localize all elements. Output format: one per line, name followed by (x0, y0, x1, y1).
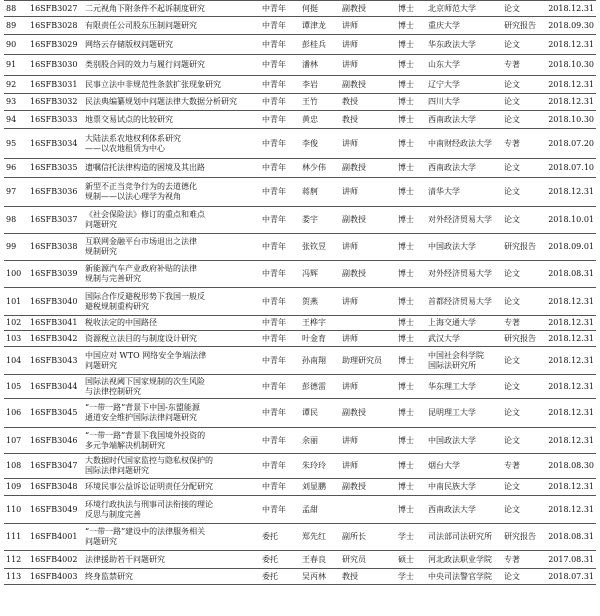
degree-cell: 博士 (396, 76, 426, 94)
degree-cell: 博士 (396, 234, 426, 261)
result-type-cell: 研究报告 (502, 17, 546, 35)
title-rank-cell: 讲师 (340, 17, 396, 35)
result-type-cell: 论文 (502, 375, 546, 399)
project-title-cell: 遗嘱信托法律构造的困境及其出路 (83, 159, 260, 178)
due-date-cell: 2018.12.31 (546, 479, 596, 496)
table-row (4, 331, 596, 347)
institution-cell: 对外经济贸易大学 (426, 261, 502, 288)
leader-name-cell: 潘林 (300, 55, 340, 76)
project-title-cell: 民事立法中非规范性条款扩张现象研究 (83, 76, 260, 94)
category-cell: 中青年 (260, 288, 300, 316)
project-title-cell: 终身监禁研究 (83, 569, 260, 585)
project-id-cell: 16SFB3037 (28, 207, 83, 234)
result-type-cell: 论文 (502, 111, 546, 129)
degree-cell: 博士 (396, 207, 426, 234)
due-date-cell: 2018.08.31 (546, 261, 596, 288)
category-cell: 中青年 (260, 331, 300, 347)
leader-name-cell: 谭津龙 (300, 17, 340, 35)
table-row (4, 569, 596, 585)
table-row (4, 234, 596, 261)
degree-cell: 学士 (396, 569, 426, 585)
row-number-cell: 89 (4, 17, 28, 35)
project-id-cell: 16SFB3036 (28, 178, 83, 207)
row-number-cell: 90 (4, 35, 28, 55)
project-id-cell: 16SFB4002 (28, 551, 83, 569)
result-type-cell: 专著 (502, 129, 546, 159)
leader-name-cell: 叶金育 (300, 331, 340, 347)
due-date-cell: 2018.12.31 (546, 76, 596, 94)
row-number-cell: 98 (4, 207, 28, 234)
project-title-cell: 环境民事公益诉讼证明责任分配研究 (83, 479, 260, 496)
category-cell: 中青年 (260, 55, 300, 76)
row-number-cell: 88 (4, 1, 28, 17)
title-rank-cell: 教授 (340, 569, 396, 585)
due-date-cell: 2018.12.31 (546, 496, 596, 524)
category-cell: 中青年 (260, 261, 300, 288)
category-cell: 中青年 (260, 94, 300, 111)
due-date-cell: 2018.09.01 (546, 234, 596, 261)
project-id-cell: 16SFB3047 (28, 454, 83, 479)
result-type-cell: 研究报告 (502, 524, 546, 551)
row-number-cell: 113 (4, 569, 28, 585)
row-number-cell: 112 (4, 551, 28, 569)
institution-cell: 首都经济贸易大学 (426, 288, 502, 316)
project-title-cell: 国际合作反避税形势下我国一般反 避税规制重构研究 (83, 288, 260, 316)
leader-name-cell: 张钦昱 (300, 234, 340, 261)
due-date-cell: 2018.09.30 (546, 17, 596, 35)
row-number-cell: 102 (4, 316, 28, 331)
row-number-cell: 91 (4, 55, 28, 76)
project-title-cell: 互联网金融平台市场退出之法律 规制研究 (83, 234, 260, 261)
due-date-cell: 2018.12.31 (546, 375, 596, 399)
table-row (4, 178, 596, 207)
leader-name-cell: 刘显鹏 (300, 479, 340, 496)
degree-cell: 博士 (396, 331, 426, 347)
due-date-cell: 2018.10.01 (546, 207, 596, 234)
table-row (4, 375, 596, 399)
category-cell: 委托 (260, 524, 300, 551)
due-date-cell: 2017.08.31 (546, 551, 596, 569)
result-type-cell: 论文 (502, 261, 546, 288)
title-rank-cell (340, 496, 396, 524)
table-row (4, 496, 596, 524)
category-cell: 中青年 (260, 111, 300, 129)
project-title-cell: 法律援助若干问题研究 (83, 551, 260, 569)
due-date-cell: 2018.12.31 (546, 331, 596, 347)
title-rank-cell: 研究员 (340, 551, 396, 569)
institution-cell: 中南民族大学 (426, 479, 502, 496)
degree-cell: 博士 (396, 454, 426, 479)
category-cell: 中青年 (260, 129, 300, 159)
title-rank-cell: 讲师 (340, 454, 396, 479)
due-date-cell: 2018.12.31 (546, 1, 596, 17)
project-id-cell: 16SFB4001 (28, 524, 83, 551)
institution-cell: 西南政法大学 (426, 496, 502, 524)
project-title-cell: 新能源汽车产业政府补贴的法律 规制与完善研究 (83, 261, 260, 288)
due-date-cell: 2018.12.31 (546, 399, 596, 428)
institution-cell: 对外经济贸易大学 (426, 207, 502, 234)
project-id-cell: 16SFB3044 (28, 375, 83, 399)
category-cell: 中青年 (260, 178, 300, 207)
result-type-cell: 论文 (502, 207, 546, 234)
title-rank-cell: 副教授 (340, 479, 396, 496)
leader-name-cell: 黄忠 (300, 111, 340, 129)
institution-cell: 上海交通大学 (426, 316, 502, 331)
row-number-cell: 104 (4, 347, 28, 375)
due-date-cell: 2018.12.31 (546, 288, 596, 316)
project-id-cell: 16SFB3029 (28, 35, 83, 55)
project-id-cell: 16SFB3035 (28, 159, 83, 178)
due-date-cell: 2018.12.31 (546, 178, 596, 207)
project-title-cell: “一带一路”背景下中国-东盟能源 通道安全维护国际法律问题研究 (83, 399, 260, 428)
leader-name-cell: 李俊 (300, 129, 340, 159)
project-title-cell: 中国应对 WTO 网络安全争端法律 问题研究 (83, 347, 260, 375)
due-date-cell: 2018.12.31 (546, 35, 596, 55)
degree-cell: 博士 (396, 261, 426, 288)
table-row (4, 129, 596, 159)
table-row (4, 17, 596, 35)
project-title-cell: 网络云存储版权问题研究 (83, 35, 260, 55)
category-cell: 中青年 (260, 479, 300, 496)
project-title-cell: 地票交易试点的比较研究 (83, 111, 260, 129)
table-row (4, 207, 596, 234)
project-id-cell: 16SFB3049 (28, 496, 83, 524)
institution-cell: 昆明理工大学 (426, 399, 502, 428)
title-rank-cell: 副教授 (340, 261, 396, 288)
project-title-cell: 《社会保险法》修订的重点和难点 问题研究 (83, 207, 260, 234)
leader-name-cell: 王桦宇 (300, 316, 340, 331)
project-title-cell: 大数据时代国家监控与隐私权保护的 国际法律问题研究 (83, 454, 260, 479)
leader-name-cell: 何挺 (300, 1, 340, 17)
result-type-cell: 专著 (502, 55, 546, 76)
project-title-cell: 二元视角下附条件不起诉制度研究 (83, 1, 260, 17)
project-table (4, 0, 596, 585)
project-id-cell: 16SFB3030 (28, 55, 83, 76)
leader-name-cell: 孙南翔 (300, 347, 340, 375)
row-number-cell: 108 (4, 454, 28, 479)
institution-cell: 山东大学 (426, 55, 502, 76)
result-type-cell: 论文 (502, 288, 546, 316)
row-number-cell: 97 (4, 178, 28, 207)
result-type-cell: 论文 (502, 347, 546, 375)
category-cell: 中青年 (260, 35, 300, 55)
institution-cell: 武汉大学 (426, 331, 502, 347)
title-rank-cell: 助理研究员 (340, 347, 396, 375)
row-number-cell: 109 (4, 479, 28, 496)
result-type-cell: 专著 (502, 551, 546, 569)
degree-cell: 博士 (396, 159, 426, 178)
row-number-cell: 99 (4, 234, 28, 261)
result-type-cell: 研究报告 (502, 234, 546, 261)
due-date-cell: 2018.12.31 (546, 428, 596, 454)
category-cell: 中青年 (260, 428, 300, 454)
leader-name-cell: 郑先红 (300, 524, 340, 551)
table-row (4, 76, 596, 94)
row-number-cell: 92 (4, 76, 28, 94)
table-row (4, 454, 596, 479)
title-rank-cell: 讲师 (340, 234, 396, 261)
project-id-cell: 16SFB3033 (28, 111, 83, 129)
due-date-cell: 2018.07.20 (546, 129, 596, 159)
project-id-cell: 16SFB3043 (28, 347, 83, 375)
title-rank-cell: 教授 (340, 111, 396, 129)
title-rank-cell: 讲师 (340, 428, 396, 454)
degree-cell: 博士 (396, 496, 426, 524)
leader-name-cell: 谭民 (300, 399, 340, 428)
project-title-cell: 国际法视阈下国家规制的次生风险 与法律控制研究 (83, 375, 260, 399)
title-rank-cell: 副教授 (340, 1, 396, 17)
institution-cell: 辽宁大学 (426, 76, 502, 94)
leader-name-cell: 蒋舸 (300, 178, 340, 207)
institution-cell: 重庆大学 (426, 17, 502, 35)
category-cell: 中青年 (260, 347, 300, 375)
degree-cell: 博士 (396, 288, 426, 316)
institution-cell: 西南政法大学 (426, 111, 502, 129)
due-date-cell: 2018.12.31 (546, 316, 596, 331)
title-rank-cell: 讲师 (340, 178, 396, 207)
row-number-cell: 103 (4, 331, 28, 347)
result-type-cell: 论文 (502, 1, 546, 17)
title-rank-cell: 讲师 (340, 375, 396, 399)
due-date-cell: 2018.08.30 (546, 454, 596, 479)
project-title-cell: “一带一路”背景下我国境外投资的 多元争端解决机制研究 (83, 428, 260, 454)
leader-name-cell: 林少伟 (300, 159, 340, 178)
row-number-cell: 95 (4, 129, 28, 159)
table-row (4, 479, 596, 496)
project-title-cell: 民法典编纂规划中问题法律大数据分析研究 (83, 94, 260, 111)
result-type-cell: 专著 (502, 316, 546, 331)
project-id-cell: 16SFB3027 (28, 1, 83, 17)
result-type-cell: 论文 (502, 35, 546, 55)
leader-name-cell: 王竹 (300, 94, 340, 111)
institution-cell: 河北政法职业学院 (426, 551, 502, 569)
institution-cell: 中国社会科学院 国际法研究所 (426, 347, 502, 375)
title-rank-cell: 讲师 (340, 55, 396, 76)
institution-cell: 华东理工大学 (426, 375, 502, 399)
degree-cell: 学士 (396, 524, 426, 551)
row-number-cell: 111 (4, 524, 28, 551)
title-rank-cell: 教授 (340, 94, 396, 111)
category-cell: 中青年 (260, 234, 300, 261)
project-id-cell: 16SFB3045 (28, 399, 83, 428)
project-id-cell: 16SFB3040 (28, 288, 83, 316)
project-id-cell: 16SFB3039 (28, 261, 83, 288)
degree-cell: 博士 (396, 55, 426, 76)
leader-name-cell: 孟甜 (300, 496, 340, 524)
project-id-cell: 16SFB3048 (28, 479, 83, 496)
result-type-cell: 论文 (502, 76, 546, 94)
degree-cell: 博士 (396, 94, 426, 111)
institution-cell: 中国政法大学 (426, 234, 502, 261)
result-type-cell: 研究报告 (502, 331, 546, 347)
table-row (4, 428, 596, 454)
project-table-container (4, 0, 596, 585)
due-date-cell: 2018.10.30 (546, 55, 596, 76)
title-rank-cell: 副所长 (340, 524, 396, 551)
title-rank-cell: 讲师 (340, 129, 396, 159)
title-rank-cell: 讲师 (340, 288, 396, 316)
leader-name-cell: 娄宇 (300, 207, 340, 234)
institution-cell: 烟台大学 (426, 454, 502, 479)
degree-cell: 博士 (396, 316, 426, 331)
institution-cell: 西南政法大学 (426, 159, 502, 178)
row-number-cell: 93 (4, 94, 28, 111)
title-rank-cell: 副教授 (340, 399, 396, 428)
degree-cell: 硕士 (396, 551, 426, 569)
project-id-cell: 16SFB4003 (28, 569, 83, 585)
title-rank-cell: 讲师 (340, 35, 396, 55)
result-type-cell: 专著 (502, 454, 546, 479)
due-date-cell: 2018.07.31 (546, 569, 596, 585)
project-title-cell: “一带一路”建设中的法律服务相关 问题研究 (83, 524, 260, 551)
category-cell: 中青年 (260, 17, 300, 35)
result-type-cell: 论文 (502, 569, 546, 585)
institution-cell: 司法部司法研究所 (426, 524, 502, 551)
due-date-cell: 2018.12.31 (546, 347, 596, 375)
degree-cell: 博士 (396, 17, 426, 35)
title-rank-cell: 讲师 (340, 331, 396, 347)
project-id-cell: 16SFB3031 (28, 76, 83, 94)
degree-cell: 博士 (396, 428, 426, 454)
title-rank-cell: 副教授 (340, 159, 396, 178)
project-title-cell: 新型不正当竞争行为的去道德化 规制——以法心理学为视角 (83, 178, 260, 207)
institution-cell: 华东政法大学 (426, 35, 502, 55)
result-type-cell: 论文 (502, 479, 546, 496)
degree-cell: 博士 (396, 479, 426, 496)
institution-cell: 中南财经政法大学 (426, 129, 502, 159)
leader-name-cell: 冯辉 (300, 261, 340, 288)
degree-cell: 博士 (396, 111, 426, 129)
table-row (4, 55, 596, 76)
category-cell: 委托 (260, 551, 300, 569)
category-cell: 中青年 (260, 454, 300, 479)
table-row (4, 94, 596, 111)
title-rank-cell (340, 316, 396, 331)
result-type-cell: 论文 (502, 94, 546, 111)
title-rank-cell: 副教授 (340, 207, 396, 234)
leader-name-cell: 王春良 (300, 551, 340, 569)
row-number-cell: 106 (4, 399, 28, 428)
table-row (4, 111, 596, 129)
category-cell: 委托 (260, 569, 300, 585)
row-number-cell: 101 (4, 288, 28, 316)
institution-cell: 北京师范大学 (426, 1, 502, 17)
category-cell: 中青年 (260, 159, 300, 178)
project-id-cell: 16SFB3038 (28, 234, 83, 261)
row-number-cell: 107 (4, 428, 28, 454)
leader-name-cell: 李岩 (300, 76, 340, 94)
project-title-cell: 类别股合同的效力与履行问题研究 (83, 55, 260, 76)
category-cell: 中青年 (260, 375, 300, 399)
table-row (4, 347, 596, 375)
institution-cell: 清华大学 (426, 178, 502, 207)
leader-name-cell: 余丽 (300, 428, 340, 454)
degree-cell: 博士 (396, 347, 426, 375)
due-date-cell: 2018.12.31 (546, 94, 596, 111)
category-cell: 中青年 (260, 316, 300, 331)
leader-name-cell: 彭桂兵 (300, 35, 340, 55)
institution-cell: 中国政法大学 (426, 428, 502, 454)
leader-name-cell: 朱玲玲 (300, 454, 340, 479)
due-date-cell: 2018.08.31 (546, 524, 596, 551)
leader-name-cell: 吴丙林 (300, 569, 340, 585)
project-title-cell: 税收法定的中国路径 (83, 316, 260, 331)
row-number-cell: 110 (4, 496, 28, 524)
table-body (4, 1, 596, 585)
result-type-cell: 论文 (502, 428, 546, 454)
project-id-cell: 16SFB3032 (28, 94, 83, 111)
table-row (4, 1, 596, 17)
table-row (4, 551, 596, 569)
category-cell: 中青年 (260, 76, 300, 94)
category-cell: 中青年 (260, 1, 300, 17)
table-row (4, 159, 596, 178)
due-date-cell: 2018.07.10 (546, 159, 596, 178)
degree-cell: 博士 (396, 129, 426, 159)
row-number-cell: 94 (4, 111, 28, 129)
project-title-cell: 大陆法系农地权利体系研究 ——以农地租赁为中心 (83, 129, 260, 159)
degree-cell: 博士 (396, 35, 426, 55)
result-type-cell: 论文 (502, 159, 546, 178)
category-cell: 中青年 (260, 207, 300, 234)
institution-cell: 四川大学 (426, 94, 502, 111)
title-rank-cell: 副教授 (340, 76, 396, 94)
table-row (4, 261, 596, 288)
project-title-cell: 资源税立法目的与制度设计研究 (83, 331, 260, 347)
table-row (4, 35, 596, 55)
category-cell: 中青年 (260, 496, 300, 524)
table-row (4, 288, 596, 316)
table-row (4, 316, 596, 331)
project-id-cell: 16SFB3028 (28, 17, 83, 35)
project-id-cell: 16SFB3041 (28, 316, 83, 331)
institution-cell: 中央司法警官学院 (426, 569, 502, 585)
result-type-cell: 论文 (502, 178, 546, 207)
degree-cell: 博士 (396, 399, 426, 428)
degree-cell: 博士 (396, 375, 426, 399)
leader-name-cell: 贺燕 (300, 288, 340, 316)
project-id-cell: 16SFB3034 (28, 129, 83, 159)
project-id-cell: 16SFB3042 (28, 331, 83, 347)
degree-cell: 博士 (396, 1, 426, 17)
result-type-cell: 论文 (502, 496, 546, 524)
category-cell: 中青年 (260, 399, 300, 428)
result-type-cell: 论文 (502, 399, 546, 428)
due-date-cell: 2018.10.30 (546, 111, 596, 129)
project-id-cell: 16SFB3046 (28, 428, 83, 454)
project-title-cell: 环境行政执法与刑事司法衔接的理论 反思与制度完善 (83, 496, 260, 524)
table-row (4, 524, 596, 551)
project-title-cell: 有限责任公司股东压制问题研究 (83, 17, 260, 35)
table-row (4, 399, 596, 428)
degree-cell: 博士 (396, 178, 426, 207)
row-number-cell: 100 (4, 261, 28, 288)
row-number-cell: 96 (4, 159, 28, 178)
leader-name-cell: 彭德雷 (300, 375, 340, 399)
row-number-cell: 105 (4, 375, 28, 399)
